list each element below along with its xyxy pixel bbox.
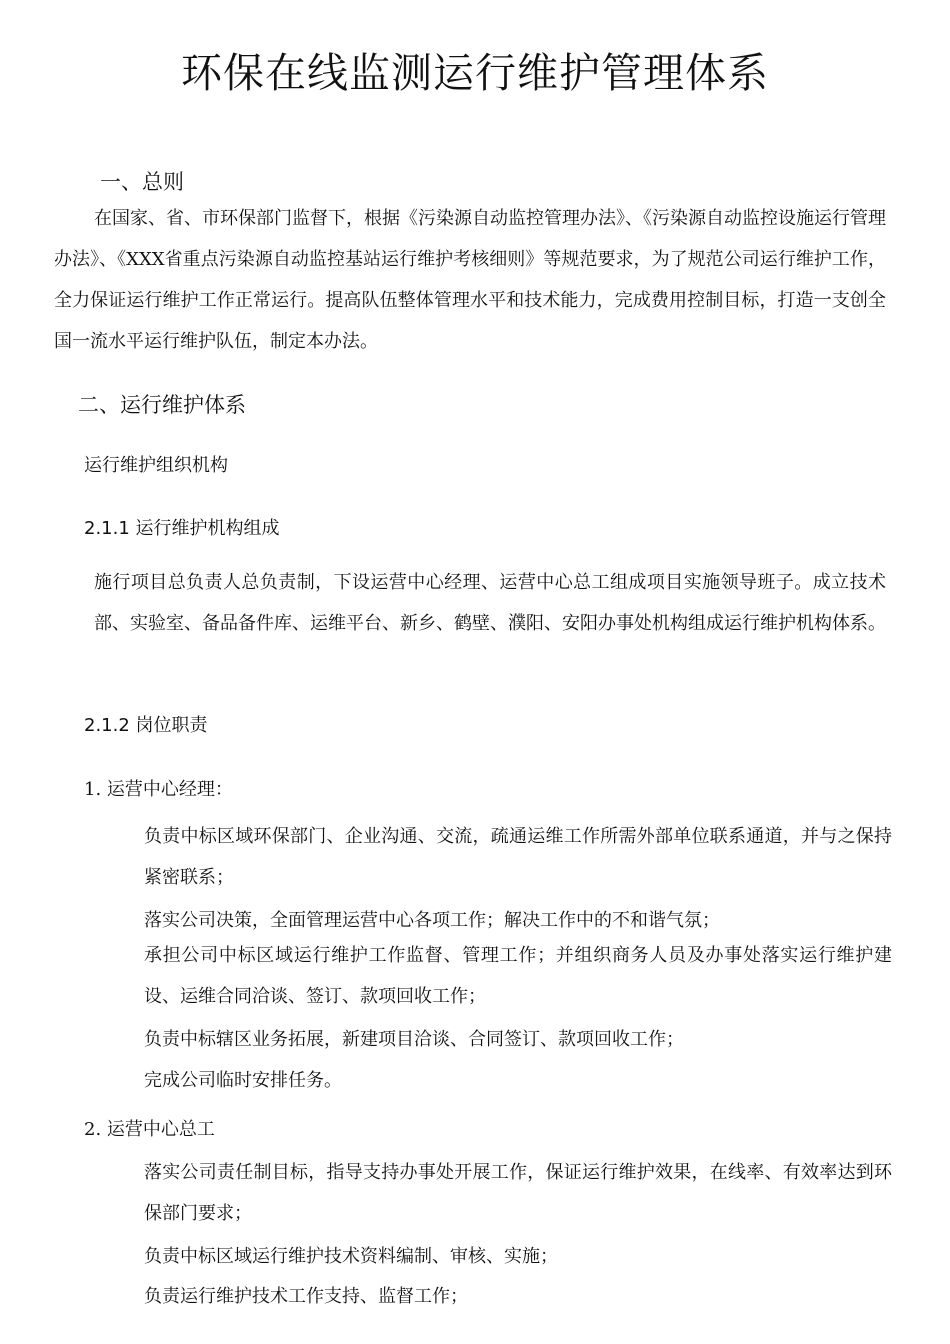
section-1-heading: 一、总则: [100, 170, 184, 194]
role-2-title: 2. 运营中心总工: [84, 1119, 215, 1140]
role-2-duty-3: 负责运行维护技术工作支持、监督工作；: [144, 1286, 468, 1307]
role-1-duty-5: 完成公司临时安排任务。: [144, 1070, 342, 1091]
role-1-duty-4: 负责中标辖区业务拓展，新建项目洽谈、合同签订、款项回收工作；: [144, 1029, 684, 1050]
section-2-heading: 二、运行维护体系: [78, 393, 246, 417]
org-structure-heading: 运行维护组织机构: [84, 455, 228, 476]
subsection-2-1-1-paragraph: 施行项目总负责人总负责制，下设运营中心经理、运营中心总工组成项目实施领导班子。成立技术部、实验室、备品备件库、运维平台、新乡、鹤壁、濮阳、安阳办事处机构组成运行维护机构体系。: [94, 572, 886, 634]
role-1-duty-2: 落实公司决策，全面管理运营中心各项工作；解决工作中的不和谐气氛；: [144, 910, 720, 931]
role-2-duty-2: 负责中标区域运行维护技术资料编制、审核、实施；: [144, 1246, 558, 1267]
section-1-paragraph: 在国家、省、市环保部门监督下，根据《污染源自动监控管理办法》、《污染源自动监控设施运行管理办法》、《XXX省重点污染源自动监控基站运行维护考核细则》等规范要求，为了规范公司运行维护工作，全力保证运行维护工作正常运行。提高队伍整体管理水平和技术能力，完成费用控制目标，打造一支创全国一流水平运行维护队伍，制定本办法。: [54, 208, 886, 352]
role-1-title: 1. 运营中心经理：: [84, 779, 233, 800]
role-1-duty-3: 承担公司中标区域运行维护工作监督、管理工作；并组织商务人员及办事处落实运行维护建设、运维合同洽谈、签订、款项回收工作；: [144, 945, 892, 1007]
subsection-2-1-1-label: 2.1.1 运行维护机构组成: [84, 518, 280, 539]
role-2-duty-1: 落实公司责任制目标，指导支持办事处开展工作，保证运行维护效果，在线率、有效率达到环保部门要求；: [144, 1162, 892, 1224]
document-title: 环保在线监测运行维护管理体系: [181, 49, 769, 97]
role-1-duty-1: 负责中标区域环保部门、企业沟通、交流，疏通运维工作所需外部单位联系通道，并与之保持紧密联系；: [144, 826, 892, 888]
subsection-2-1-2-label: 2.1.2 岗位职责: [84, 715, 208, 736]
